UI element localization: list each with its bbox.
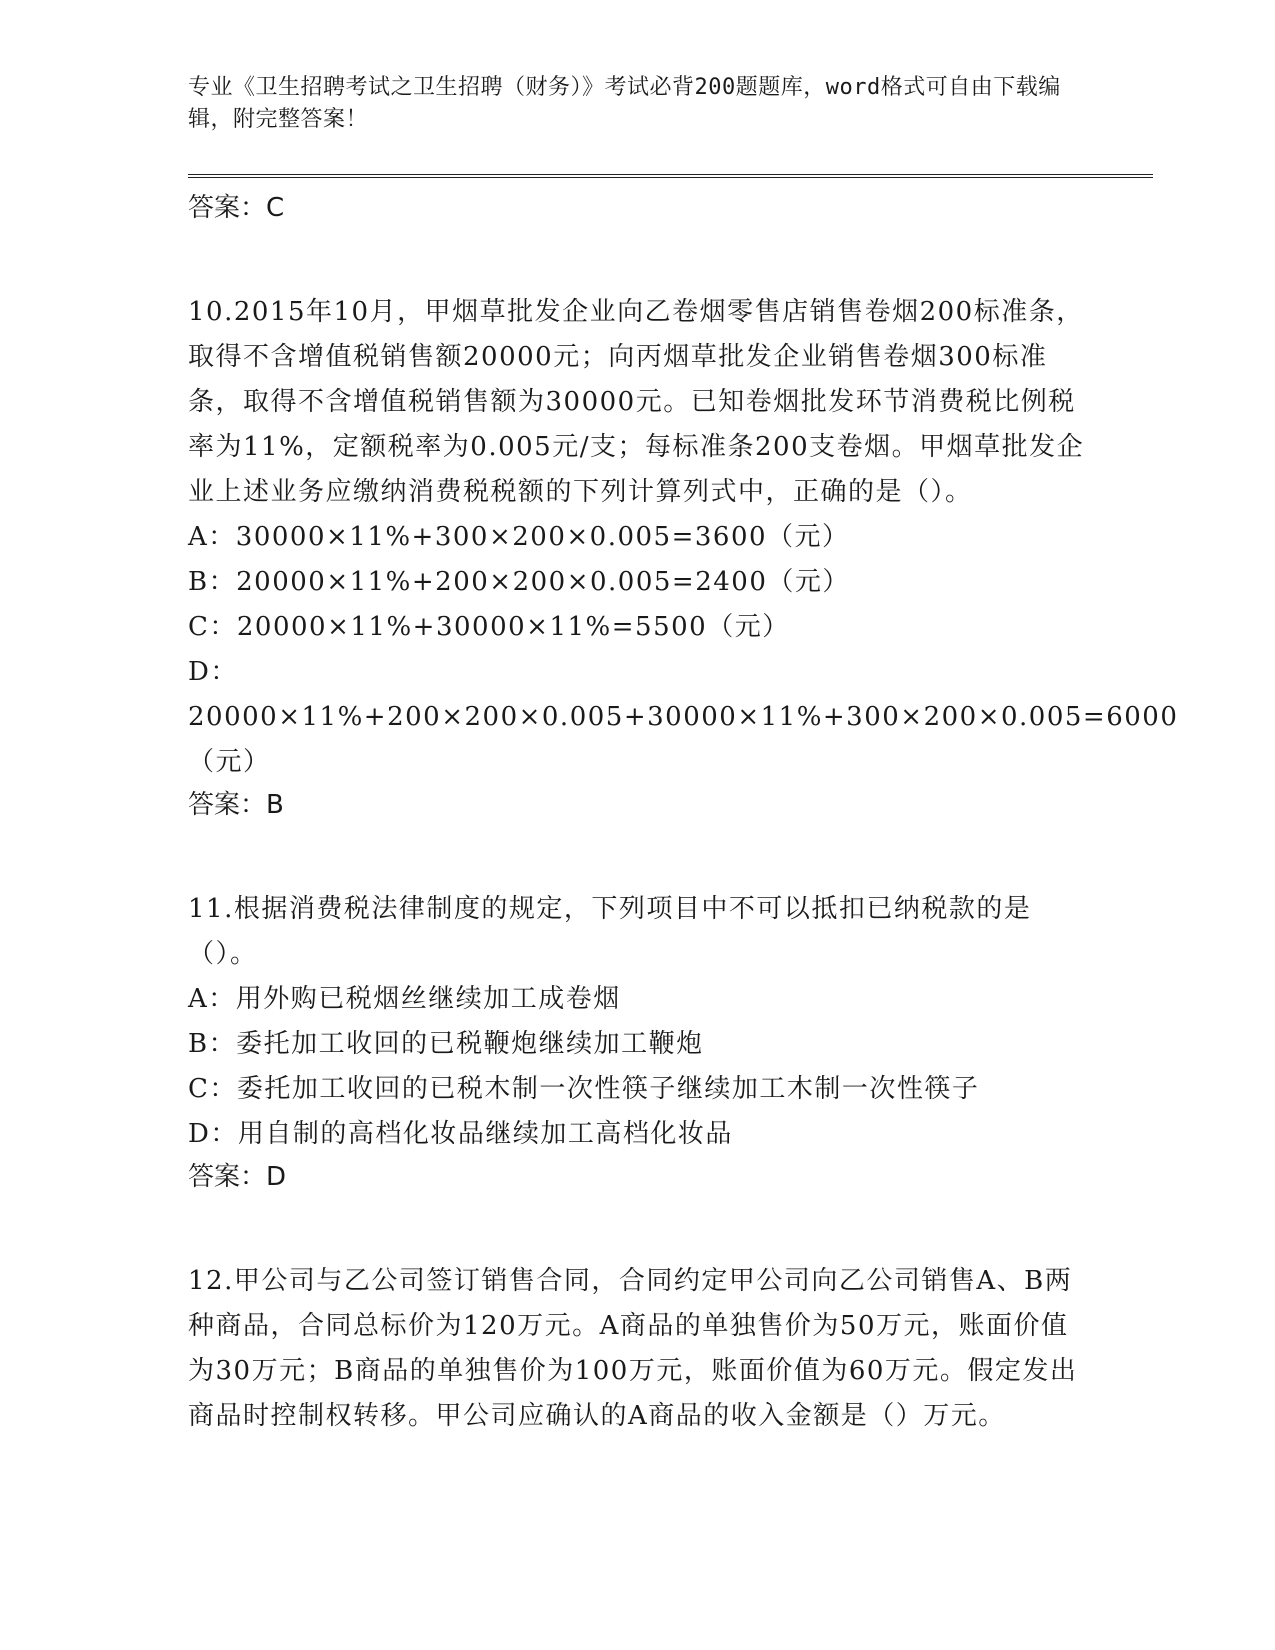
question-10 (188, 290, 1179, 825)
option-c: C：20000×11%+30000×11%=5500（元） (188, 612, 790, 642)
page-header-title: 专业《卫生招聘考试之卫生招聘（财务）》考试必背200题题库，word格式可自由下载编辑，附完整答案！ (188, 75, 1061, 132)
question-12 (188, 1259, 1148, 1439)
option-a: A：用外购已税烟丝继续加工成卷烟 (188, 984, 621, 1014)
option-c: C：委托加工收回的已税木制一次性筷子继续加工木制一次性筷子 (188, 1074, 980, 1104)
answer-label: 答案：B (188, 790, 284, 820)
question-stem: 11.根据消费税法律制度的规定，下列项目中不可以抵扣已纳税款的是（）。 (188, 894, 1032, 969)
document-page (188, 72, 1179, 1439)
header-divider (188, 174, 1153, 178)
question-11 (188, 887, 1148, 1197)
previous-answer: 答案：C (188, 193, 285, 223)
option-b: B：委托加工收回的已税鞭炮继续加工鞭炮 (188, 1029, 704, 1059)
option-a: A：30000×11%+300×200×0.005=3600（元） (188, 522, 850, 552)
question-stem: 12.甲公司与乙公司签订销售合同，合同约定甲公司向乙公司销售A、B两种商品，合同总标价为120万元。A商品的单独售价为50万元，账面价值为30万元；B商品的单独售价为100万元，账面价值为60万元。假定发出商品时控制权转移。甲公司应确认的A商品的收入金额是（）万元。 (188, 1266, 1078, 1431)
option-b: B：20000×11%+200×200×0.005=2400（元） (188, 567, 850, 597)
question-stem: 10.2015年10月，甲烟草批发企业向乙卷烟零售店销售卷烟200标准条，取得不含增值税销售额20000元；向丙烟草批发企业销售卷烟300标准条，取得不含增值税销售额为30000元。已知卷烟批发环节消费税比例税率为11%，定额税率为0.005元/支；每标准条200支卷烟。甲烟草批发企业上述业务应缴纳消费税税额的下列计算列式中，正确的是（）。 (188, 297, 1085, 507)
answer-label: 答案：D (188, 1162, 287, 1192)
option-d: D：用自制的高档化妆品继续加工高档化妆品 (188, 1119, 733, 1149)
option-d: D：20000×11%+200×200×0.005+30000×11%+300×200×0.005=6000（元） (188, 657, 1179, 777)
